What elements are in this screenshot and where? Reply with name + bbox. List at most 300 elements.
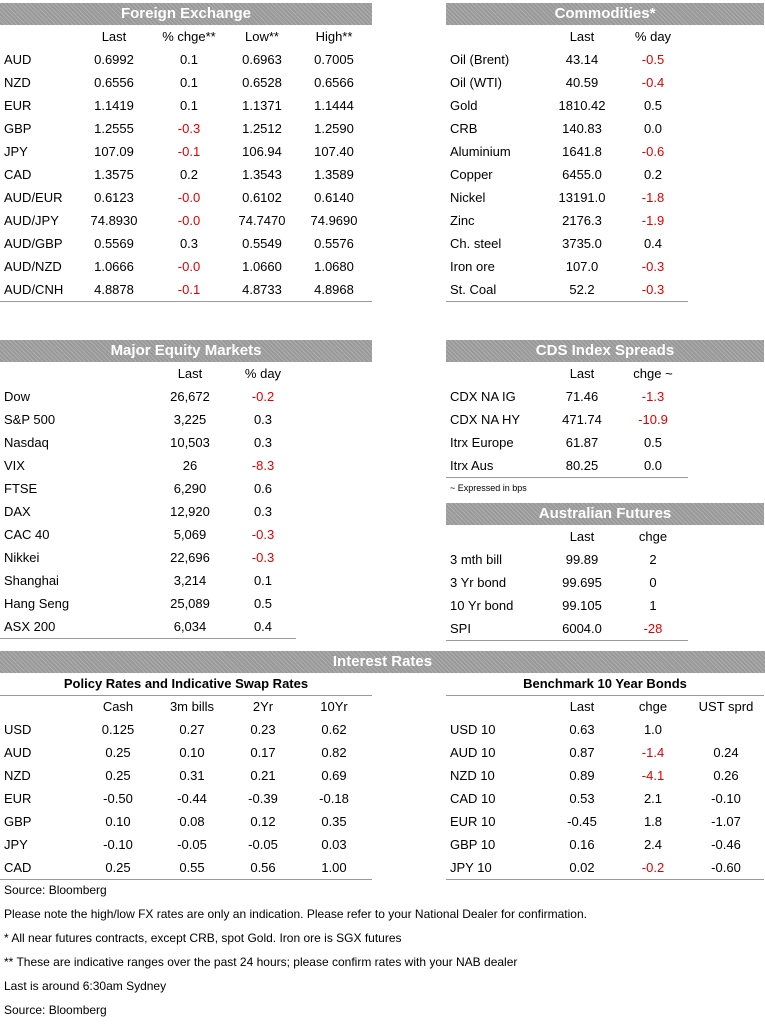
cell-value: 52.2	[546, 278, 618, 302]
cell-value: 1.3543	[242, 167, 282, 182]
cell-value: 0.6140	[314, 190, 354, 205]
cell-value: 0.3	[253, 504, 273, 519]
table-row	[446, 741, 764, 764]
row-label: Gold	[450, 98, 478, 113]
cell-value: 0.31	[179, 768, 205, 783]
cell-value: 74.8930	[90, 213, 138, 228]
fx-panel	[0, 3, 372, 302]
cell-value: 0.6566	[314, 75, 354, 90]
cell-value: 0.82	[321, 745, 347, 760]
bonds-headers	[446, 695, 764, 718]
row-label: EUR	[4, 98, 32, 113]
cell-value: -28	[618, 617, 688, 641]
cell-value: -0.2	[618, 856, 688, 880]
cell-value: 6,290	[173, 481, 207, 496]
cell-value: 0.6	[253, 481, 273, 496]
cell-value: 0.55	[154, 856, 230, 880]
cell-value: 0.6556	[94, 75, 134, 90]
cell-value: 2176.3	[562, 213, 602, 228]
cell-value: 1.00	[296, 856, 372, 880]
table-row	[446, 408, 688, 431]
cds-col-header: Last	[569, 366, 595, 381]
cell-value: 0.6102	[242, 190, 282, 205]
futures-header-row	[446, 525, 688, 548]
cell-value: 107.40	[314, 144, 354, 159]
table-row	[0, 278, 372, 302]
row-label: NZD	[4, 768, 31, 783]
cell-value: 0.10	[105, 814, 131, 829]
table-row	[446, 209, 688, 232]
cds-col-header	[446, 362, 546, 385]
cell-value: 0.16	[569, 837, 595, 852]
commodities-panel	[446, 3, 764, 302]
bonds-col-header: UST sprd	[698, 699, 754, 714]
table-row	[0, 385, 296, 408]
table-row	[0, 810, 372, 833]
table-row	[0, 500, 296, 523]
cell-value: 1.2555	[94, 121, 134, 136]
cell-value: -1.3	[641, 389, 665, 404]
table-row	[446, 186, 688, 209]
cell-value	[688, 718, 764, 741]
cell-value: 0.56	[230, 856, 296, 880]
cell-value: 0	[649, 575, 657, 590]
commodities-header-row	[446, 25, 688, 48]
fx-headers	[0, 25, 372, 48]
cell-value: 0.0	[618, 454, 688, 478]
cell-value: 22,696	[170, 550, 210, 565]
cell-value: 107.09	[94, 144, 134, 159]
row-label: JPY	[4, 837, 28, 852]
cell-value: 0.3	[253, 412, 273, 427]
bonds-table	[446, 695, 764, 880]
bonds-col-header: Last	[569, 699, 595, 714]
table-row	[0, 592, 296, 615]
table-row	[446, 764, 764, 787]
rates-title: Interest Rates	[0, 651, 765, 673]
table-row	[0, 718, 372, 741]
cell-value: -0.3	[641, 259, 665, 274]
footer-line: Please note the high/low FX rates are only an indication. Please refer to your National Dealer for confirmation.	[4, 907, 587, 921]
bonds-col-header	[446, 695, 546, 718]
row-label: ASX 200	[0, 615, 150, 639]
cell-value: 99.695	[562, 575, 602, 590]
cell-value: -0.3	[618, 278, 688, 302]
row-label: 3 mth bill	[450, 552, 503, 567]
equity-rows	[0, 385, 296, 639]
cell-value: 40.59	[565, 75, 599, 90]
row-label: AUD/CNH	[0, 278, 78, 302]
cell-value: -1.4	[641, 745, 665, 760]
cell-value: 1.2512	[242, 121, 282, 136]
cell-value: 0.0	[643, 121, 663, 136]
table-row	[0, 140, 372, 163]
cell-value: -0.44	[177, 791, 207, 806]
table-row	[446, 117, 688, 140]
table-row	[446, 232, 688, 255]
cell-value: 0.08	[179, 814, 205, 829]
table-row	[446, 787, 764, 810]
cell-value: 1.0660	[242, 259, 282, 274]
cell-value: -0.3	[251, 527, 275, 542]
cell-value: 1.1444	[314, 98, 354, 113]
table-row	[0, 209, 372, 232]
row-label: St. Coal	[446, 278, 546, 302]
row-label: CRB	[450, 121, 478, 136]
cell-value: 0.3	[179, 236, 199, 251]
commodities-col-header: % day	[634, 29, 672, 44]
commodities-table	[446, 25, 688, 302]
cell-value: 1.8	[643, 814, 663, 829]
cds-rows	[446, 385, 688, 478]
equity-title: Major Equity Markets	[0, 340, 372, 362]
cell-value: 0.3	[253, 435, 273, 450]
fx-col-header	[0, 25, 78, 48]
footer-line: ** These are indicative ranges over the past 24 hours; please confirm rates with your NAB dealer	[4, 955, 518, 969]
cell-value: 0.5569	[94, 236, 134, 251]
cell-value: 0.25	[82, 856, 154, 880]
cell-value: -0.0	[177, 190, 201, 205]
row-label: CDX NA IG	[450, 389, 516, 404]
cell-value: 0.4	[643, 236, 663, 251]
futures-panel	[446, 503, 764, 641]
cell-value: -0.0	[177, 259, 201, 274]
fx-table	[0, 25, 372, 302]
cell-value: 1.3589	[314, 167, 354, 182]
table-row	[446, 810, 764, 833]
table-row	[446, 833, 764, 856]
cds-note: ~ Expressed in bps	[450, 483, 527, 493]
table-row	[0, 117, 372, 140]
cell-value: 0.125	[101, 722, 135, 737]
cell-value: 1.0680	[314, 259, 354, 274]
row-label: FTSE	[4, 481, 38, 496]
cell-value: 74.7470	[238, 213, 286, 228]
equity-panel	[0, 340, 372, 639]
cell-value: 0.25	[105, 768, 131, 783]
cell-value: -0.18	[319, 791, 349, 806]
row-label: Nikkei	[4, 550, 40, 565]
table-row	[446, 431, 688, 454]
equity-headers	[0, 362, 296, 385]
policy-rows	[0, 718, 372, 880]
row-label: GBP	[4, 814, 32, 829]
cell-value: 13191.0	[558, 190, 606, 205]
cell-value: 0.2	[643, 167, 663, 182]
cell-value: -0.05	[177, 837, 207, 852]
cell-value: 0.6123	[94, 190, 134, 205]
cell-value: 12,920	[170, 504, 210, 519]
cds-table	[446, 362, 688, 478]
cell-value: -0.0	[177, 213, 201, 228]
table-row	[0, 71, 372, 94]
policy-rates-title: Policy Rates and Indicative Swap Rates	[63, 676, 309, 691]
cell-value: -8.3	[251, 458, 275, 473]
cell-value: 0.5	[643, 98, 663, 113]
cell-value: 2	[649, 552, 657, 567]
equity-col-header	[0, 362, 150, 385]
fx-col-header: % chge**	[162, 29, 216, 44]
cell-value: 71.46	[565, 389, 599, 404]
equity-table	[0, 362, 296, 639]
table-row	[0, 232, 372, 255]
cell-value: 0.87	[569, 745, 595, 760]
cell-value: 1	[649, 598, 657, 613]
row-label: Itrx Europe	[450, 435, 514, 450]
fx-rows	[0, 48, 372, 302]
row-label: Dow	[4, 389, 31, 404]
row-label: AUD 10	[450, 745, 496, 760]
cell-value: -0.39	[248, 791, 278, 806]
table-row	[0, 431, 296, 454]
cell-value: -1.9	[641, 213, 665, 228]
policy-col-header: Cash	[102, 699, 134, 714]
row-label: NZD	[4, 75, 31, 90]
cell-value: 0.89	[569, 768, 595, 783]
row-label: JPY 10	[446, 856, 546, 880]
cell-value: 3735.0	[562, 236, 602, 251]
cell-value: 3,225	[173, 412, 207, 427]
row-label: AUD/EUR	[4, 190, 63, 205]
table-row	[446, 856, 764, 880]
row-label: JPY	[4, 144, 28, 159]
cell-value: 0.02	[546, 856, 618, 880]
cell-value: 0.5576	[314, 236, 354, 251]
table-row	[446, 385, 688, 408]
row-label: Iron ore	[450, 259, 495, 274]
cell-value: 0.62	[321, 722, 347, 737]
cell-value: -0.4	[641, 75, 665, 90]
row-label: Oil (Brent)	[450, 52, 510, 67]
table-row	[446, 718, 764, 741]
row-label: Aluminium	[450, 144, 511, 159]
futures-col-header	[446, 525, 546, 548]
cell-value: 6455.0	[562, 167, 602, 182]
row-label: Shanghai	[4, 573, 59, 588]
fx-title: Foreign Exchange	[0, 3, 372, 25]
cell-value: 0.24	[713, 745, 739, 760]
policy-headers	[0, 695, 372, 718]
futures-table	[446, 525, 688, 641]
cell-value: 0.1	[253, 573, 273, 588]
row-label: CAD	[0, 856, 82, 880]
cell-value: 140.83	[562, 121, 602, 136]
cell-value: 0.5	[253, 596, 273, 611]
cell-value: 0.7005	[314, 52, 354, 67]
cell-value: 0.27	[179, 722, 205, 737]
cell-value: -0.46	[711, 837, 741, 852]
table-row	[0, 764, 372, 787]
footer-line: Source: Bloomberg	[4, 883, 107, 897]
policy-header-row	[0, 695, 372, 718]
cell-value: 5,069	[173, 527, 207, 542]
equity-header-row	[0, 362, 296, 385]
table-row	[0, 615, 296, 639]
table-row	[0, 48, 372, 71]
table-row	[0, 833, 372, 856]
table-row	[446, 94, 688, 117]
cell-value: 1.1419	[94, 98, 134, 113]
table-row	[446, 571, 688, 594]
cell-value: 0.03	[321, 837, 347, 852]
cell-value: 0.53	[569, 791, 595, 806]
row-label: EUR	[4, 791, 32, 806]
row-label: Itrx Aus	[446, 454, 546, 478]
cell-value: 2.4	[643, 837, 663, 852]
futures-title: Australian Futures	[446, 503, 764, 525]
cell-value: 0.69	[321, 768, 347, 783]
cell-value: 0.17	[250, 745, 276, 760]
cell-value: 0.5549	[242, 236, 282, 251]
table-row	[446, 255, 688, 278]
table-row	[0, 741, 372, 764]
table-row	[0, 163, 372, 186]
cell-value: 0.5	[643, 435, 663, 450]
row-label: Nickel	[450, 190, 486, 205]
cell-value: -0.2	[251, 389, 275, 404]
bonds-header-row	[446, 695, 764, 718]
fx-col-header: Last	[101, 29, 127, 44]
cell-value: 80.25	[546, 454, 618, 478]
table-row	[446, 454, 688, 478]
commodities-col-header: Last	[569, 29, 595, 44]
fx-col-header: Low**	[245, 29, 279, 44]
table-row	[446, 140, 688, 163]
row-label: 10 Yr bond	[450, 598, 514, 613]
table-row	[446, 163, 688, 186]
cell-value: -0.60	[688, 856, 764, 880]
cell-value: 6004.0	[546, 617, 618, 641]
futures-col-header: Last	[569, 529, 595, 544]
commodities-rows	[446, 48, 688, 302]
row-label: GBP	[4, 121, 32, 136]
footer-line: * All near futures contracts, except CRB, spot Gold. Iron ore is SGX futures	[4, 931, 402, 945]
row-label: Oil (WTI)	[450, 75, 502, 90]
policy-col-header: 3m bills	[169, 699, 215, 714]
cell-value: 0.21	[250, 768, 276, 783]
equity-col-header: % day	[244, 366, 282, 381]
bonds-title: Benchmark 10 Year Bonds	[523, 676, 687, 691]
bonds-rows	[446, 718, 764, 880]
cell-value: 107.0	[565, 259, 599, 274]
row-label: AUD/NZD	[4, 259, 62, 274]
cds-header-row	[446, 362, 688, 385]
cell-value: -0.1	[150, 278, 228, 302]
equity-col-header: Last	[177, 366, 203, 381]
cell-value: -4.1	[641, 768, 665, 783]
table-row	[446, 548, 688, 571]
cell-value: -10.9	[638, 412, 668, 427]
row-label: 3 Yr bond	[450, 575, 507, 590]
cell-value: 1.1371	[242, 98, 282, 113]
cell-value: 0.1	[179, 75, 199, 90]
cell-value: 3,214	[173, 573, 207, 588]
table-row	[0, 787, 372, 810]
row-label: Hang Seng	[4, 596, 70, 611]
futures-headers	[446, 525, 688, 548]
table-row	[0, 546, 296, 569]
cell-value: 26	[182, 458, 198, 473]
cell-value: -0.45	[567, 814, 597, 829]
policy-col-header	[0, 695, 82, 718]
table-row	[0, 94, 372, 117]
cell-value: 0.23	[250, 722, 276, 737]
cell-value: 2.1	[643, 791, 663, 806]
cell-value: 4.8733	[228, 278, 296, 302]
row-label: NZD 10	[450, 768, 495, 783]
cell-value: 0.4	[230, 615, 296, 639]
cell-value: 6,034	[150, 615, 230, 639]
cell-value: 4.8968	[296, 278, 372, 302]
row-label: CAD	[4, 167, 32, 182]
futures-col-header: chge	[638, 529, 668, 544]
cell-value: 25,089	[170, 596, 210, 611]
table-row	[0, 186, 372, 209]
policy-col-header: 2Yr	[252, 699, 274, 714]
cell-value: 0.1	[179, 98, 199, 113]
cell-value: 0.1	[179, 52, 199, 67]
cell-value: 0.6992	[94, 52, 134, 67]
row-label: CDX NA HY	[450, 412, 521, 427]
cell-value: 4.8878	[78, 278, 150, 302]
table-row	[446, 278, 688, 302]
row-label: USD 10	[450, 722, 496, 737]
cell-value: 0.6963	[242, 52, 282, 67]
cell-value: -0.1	[177, 144, 201, 159]
table-row	[0, 454, 296, 477]
cell-value: 1641.8	[562, 144, 602, 159]
rates-panel	[0, 651, 765, 875]
cell-value: -0.10	[711, 791, 741, 806]
table-row	[0, 523, 296, 546]
row-label: SPI	[446, 617, 546, 641]
commodities-col-header	[446, 25, 546, 48]
row-label: AUD/JPY	[4, 213, 59, 228]
cell-value: 10,503	[170, 435, 210, 450]
table-row	[0, 477, 296, 500]
row-label: AUD	[4, 52, 32, 67]
table-row	[0, 408, 296, 431]
row-label: GBP 10	[450, 837, 496, 852]
row-label: Nasdaq	[4, 435, 49, 450]
table-row	[446, 594, 688, 617]
row-label: DAX	[4, 504, 31, 519]
futures-rows	[446, 548, 688, 641]
cell-value: 0.12	[250, 814, 276, 829]
cell-value: 471.74	[562, 412, 602, 427]
cell-value: 0.25	[105, 745, 131, 760]
row-label: CAD 10	[450, 791, 496, 806]
cds-panel	[446, 340, 764, 497]
cell-value: 1.0	[643, 722, 663, 737]
table-row	[0, 856, 372, 880]
cell-value: 0.35	[321, 814, 347, 829]
cell-value: 0.63	[569, 722, 595, 737]
cell-value: 43.14	[565, 52, 599, 67]
cell-value: 0.6528	[242, 75, 282, 90]
fx-col-header: High**	[315, 29, 353, 44]
cell-value: -0.6	[641, 144, 665, 159]
commodities-headers	[446, 25, 688, 48]
row-label: Zinc	[450, 213, 475, 228]
cell-value: 1.3575	[94, 167, 134, 182]
footer-line: Last is around 6:30am Sydney	[4, 979, 167, 993]
fx-header-row	[0, 25, 372, 48]
row-label: EUR 10	[450, 814, 496, 829]
cell-value: -0.10	[103, 837, 133, 852]
cds-title: CDS Index Spreads	[446, 340, 764, 362]
cell-value: 1.0666	[94, 259, 134, 274]
